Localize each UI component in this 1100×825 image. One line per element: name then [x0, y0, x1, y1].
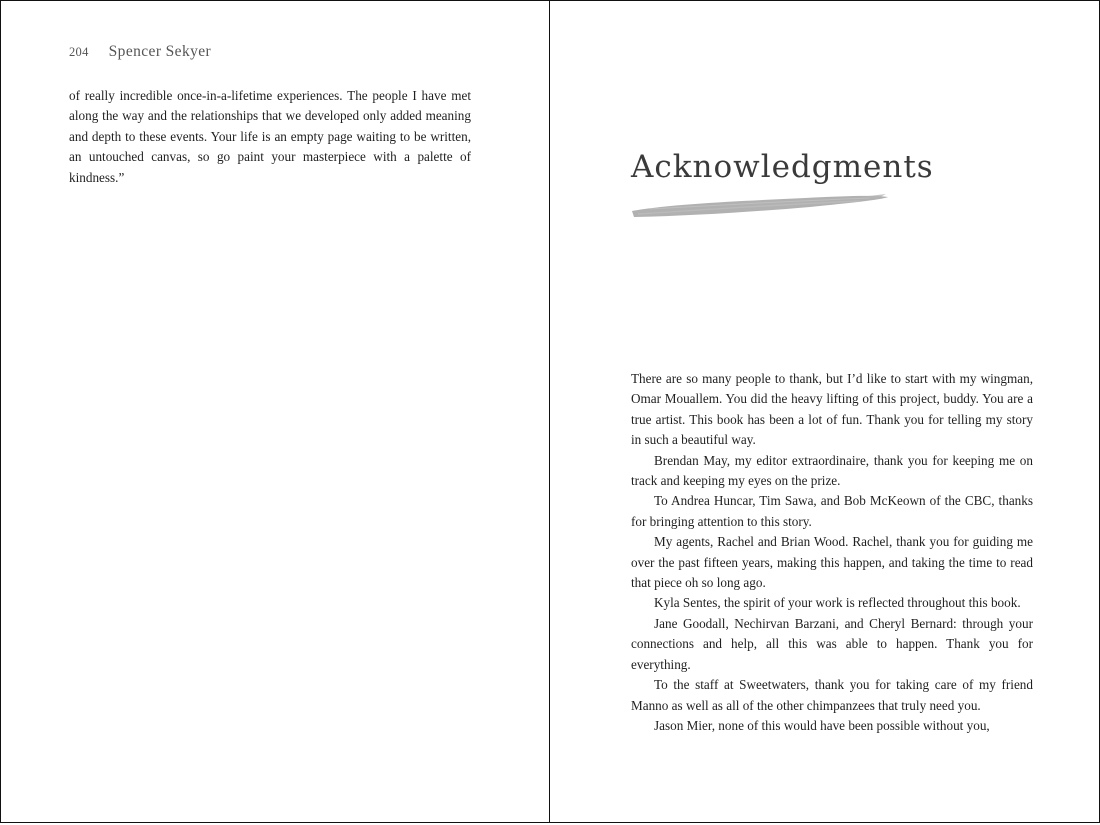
page-number: 204 [69, 45, 89, 59]
paragraph: Jason Mier, none of this would have been possible without you, [654, 717, 990, 733]
running-head [69, 43, 211, 61]
acknowledgments-body [631, 369, 1033, 736]
brush-stroke-decoration [630, 189, 892, 221]
paragraph: My agents, Rachel and Brian Wood. Rachel, thank you for guiding me over the past fifteen years, making this happen, and taking the time to read that piece oh so long ago. [631, 534, 1033, 591]
chapter-title: Acknowledgments [631, 149, 934, 185]
left-page [0, 0, 551, 823]
paragraph: To the staff at Sweetwaters, thank you for taking care of my friend Manno as well as all of the other chimpanzees that truly need you. [631, 677, 1033, 713]
right-page [549, 0, 1100, 823]
left-body-text: of really incredible once-in-a-lifetime experiences. The people I have met along the way and the relationships that we developed only added meaning and depth to these events. Your life is an empty page waiting to be written, an untouched canvas, so go paint your masterpiece with a palette of kindness.” [69, 88, 471, 185]
paragraph: Kyla Sentes, the spirit of your work is reflected throughout this book. [654, 595, 1021, 611]
paragraph: To Andrea Huncar, Tim Sawa, and Bob McKeown of the CBC, thanks for bringing attention to this story. [631, 493, 1033, 529]
paragraph: Brendan May, my editor extraordinaire, thank you for keeping me on track and keeping my eyes on the prize. [631, 452, 1033, 489]
paragraph: Jane Goodall, Nechirvan Barzani, and Cheryl Bernard: through your connections and help, all this was able to happen. Thank you for everything. [631, 615, 1033, 672]
running-head-author: Spencer Sekyer [108, 43, 212, 60]
paragraph: There are so many people to thank, but I’d like to start with my wingman, Omar Mouallem. You did the heavy lifting of this project, buddy. You are a true artist. This book has been a lot of fun. Thank you for telling my story in such a beautiful way. [631, 371, 1033, 448]
